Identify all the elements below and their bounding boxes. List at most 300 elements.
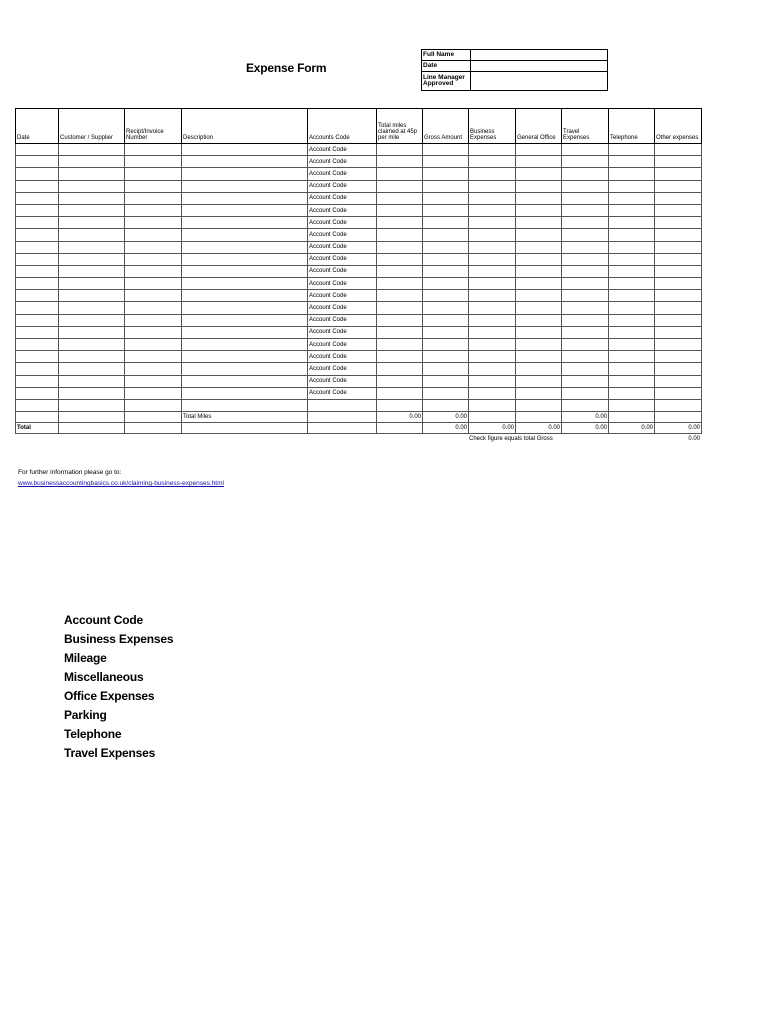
table-cell[interactable] xyxy=(516,399,562,411)
table-cell[interactable] xyxy=(423,375,469,387)
table-row xyxy=(16,229,702,241)
table-cell[interactable] xyxy=(16,156,59,168)
table-cell[interactable] xyxy=(182,180,308,192)
table-cell[interactable] xyxy=(125,253,182,265)
table-cell[interactable] xyxy=(562,290,609,302)
account-code-cell[interactable]: Account Code xyxy=(308,168,377,180)
table-cell[interactable] xyxy=(182,144,308,156)
table-cell[interactable] xyxy=(182,204,308,216)
table-cell[interactable] xyxy=(469,265,516,277)
table-cell[interactable] xyxy=(609,241,655,253)
table-cell[interactable] xyxy=(125,363,182,375)
table-row xyxy=(16,314,702,326)
table-cell[interactable] xyxy=(377,180,423,192)
table-cell[interactable] xyxy=(182,278,308,290)
table-cell[interactable] xyxy=(655,339,702,351)
table-cell[interactable] xyxy=(182,399,308,411)
table-cell[interactable] xyxy=(423,241,469,253)
table-cell[interactable] xyxy=(16,180,59,192)
table-cell[interactable] xyxy=(655,375,702,387)
table-cell[interactable] xyxy=(377,253,423,265)
table-cell[interactable] xyxy=(423,302,469,314)
table-cell[interactable] xyxy=(59,278,125,290)
table-cell[interactable] xyxy=(469,339,516,351)
table-cell[interactable] xyxy=(516,217,562,229)
table-cell[interactable] xyxy=(182,351,308,363)
further-info-link[interactable]: www.businessaccountingbasics.co.uk/claiming-business-expenses.html xyxy=(18,480,224,487)
account-code-cell[interactable]: Account Code xyxy=(308,351,377,363)
table-cell[interactable] xyxy=(469,375,516,387)
table-cell[interactable] xyxy=(423,204,469,216)
table-cell[interactable] xyxy=(59,156,125,168)
table-row xyxy=(16,204,702,216)
table-cell[interactable] xyxy=(182,253,308,265)
table-cell[interactable] xyxy=(59,314,125,326)
table-cell[interactable] xyxy=(125,180,182,192)
mileage-travel-value: 0.00 xyxy=(562,412,609,423)
table-cell[interactable] xyxy=(59,375,125,387)
table-cell[interactable] xyxy=(609,363,655,375)
table-cell[interactable] xyxy=(377,363,423,375)
table-cell[interactable] xyxy=(516,387,562,399)
table-cell[interactable] xyxy=(59,229,125,241)
table-cell[interactable] xyxy=(609,253,655,265)
account-code-cell[interactable]: Account Code xyxy=(308,265,377,277)
table-cell[interactable] xyxy=(16,241,59,253)
table-cell[interactable] xyxy=(16,168,59,180)
table-cell[interactable] xyxy=(377,302,423,314)
table-cell[interactable] xyxy=(182,168,308,180)
table-cell[interactable] xyxy=(16,290,59,302)
table-cell[interactable] xyxy=(16,314,59,326)
table-cell[interactable] xyxy=(562,217,609,229)
line-manager-approved-field[interactable] xyxy=(471,72,608,91)
table-cell[interactable] xyxy=(423,326,469,338)
table-cell[interactable] xyxy=(609,339,655,351)
table-cell[interactable] xyxy=(655,351,702,363)
account-code-cell[interactable]: Account Code xyxy=(308,217,377,229)
table-cell[interactable] xyxy=(59,204,125,216)
date-field[interactable] xyxy=(471,61,608,72)
table-cell[interactable] xyxy=(562,339,609,351)
table-cell[interactable] xyxy=(609,290,655,302)
table-cell[interactable] xyxy=(562,229,609,241)
table-cell[interactable] xyxy=(562,156,609,168)
table-cell[interactable] xyxy=(125,314,182,326)
table-cell[interactable] xyxy=(609,399,655,411)
table-cell[interactable] xyxy=(59,302,125,314)
table-cell[interactable] xyxy=(609,156,655,168)
table-cell[interactable] xyxy=(562,302,609,314)
table-cell[interactable] xyxy=(59,326,125,338)
table-cell[interactable] xyxy=(516,156,562,168)
table-cell[interactable] xyxy=(16,265,59,277)
account-code-cell[interactable]: Account Code xyxy=(308,253,377,265)
column-header: Customer / Supplier xyxy=(59,109,125,144)
table-cell[interactable] xyxy=(469,326,516,338)
table-cell[interactable] xyxy=(655,290,702,302)
table-cell[interactable] xyxy=(423,290,469,302)
table-cell[interactable] xyxy=(655,168,702,180)
table-cell[interactable] xyxy=(377,387,423,399)
table-row xyxy=(16,168,702,180)
table-cell[interactable] xyxy=(609,229,655,241)
account-code-cell[interactable]: Account Code xyxy=(308,326,377,338)
table-cell[interactable] xyxy=(655,314,702,326)
table-cell[interactable] xyxy=(609,314,655,326)
table-cell xyxy=(469,412,516,423)
table-cell[interactable] xyxy=(655,265,702,277)
table-cell[interactable] xyxy=(423,351,469,363)
table-cell[interactable] xyxy=(609,375,655,387)
table-cell[interactable] xyxy=(609,326,655,338)
table-cell[interactable] xyxy=(516,363,562,375)
table-cell[interactable] xyxy=(469,217,516,229)
table-cell[interactable] xyxy=(562,168,609,180)
table-cell xyxy=(182,423,308,434)
total-miles-value: 0.00 xyxy=(377,412,423,423)
account-code-cell[interactable]: Account Code xyxy=(308,204,377,216)
table-cell[interactable] xyxy=(59,241,125,253)
form-title: Expense Form xyxy=(246,61,327,75)
table-cell[interactable] xyxy=(59,217,125,229)
table-cell[interactable] xyxy=(423,192,469,204)
table-cell[interactable] xyxy=(423,229,469,241)
table-cell[interactable] xyxy=(125,302,182,314)
account-code-cell[interactable]: Account Code xyxy=(308,363,377,375)
table-cell[interactable] xyxy=(423,387,469,399)
table-cell[interactable] xyxy=(377,326,423,338)
table-cell[interactable] xyxy=(609,180,655,192)
table-cell[interactable] xyxy=(516,265,562,277)
table-cell[interactable] xyxy=(516,180,562,192)
table-cell[interactable] xyxy=(182,192,308,204)
table-cell[interactable] xyxy=(655,302,702,314)
table-cell[interactable] xyxy=(16,278,59,290)
employee-info-table xyxy=(421,49,608,91)
table-cell[interactable] xyxy=(182,241,308,253)
table-cell[interactable] xyxy=(377,375,423,387)
table-cell[interactable] xyxy=(516,351,562,363)
table-cell[interactable] xyxy=(423,265,469,277)
table-cell[interactable] xyxy=(516,302,562,314)
table-cell[interactable] xyxy=(516,204,562,216)
table-cell[interactable] xyxy=(182,326,308,338)
table-cell[interactable] xyxy=(655,204,702,216)
table-cell[interactable] xyxy=(16,229,59,241)
total-gross-value: 0.00 xyxy=(423,423,469,434)
table-cell[interactable] xyxy=(182,387,308,399)
table-cell[interactable] xyxy=(308,399,377,411)
table-cell[interactable] xyxy=(377,339,423,351)
account-code-cell[interactable]: Account Code xyxy=(308,229,377,241)
table-cell[interactable] xyxy=(562,241,609,253)
column-header: Gross Amount xyxy=(423,109,469,144)
table-cell[interactable] xyxy=(59,363,125,375)
table-cell[interactable] xyxy=(609,204,655,216)
table-cell[interactable] xyxy=(377,229,423,241)
column-header: Accounts Code xyxy=(308,109,377,144)
account-code-cell[interactable]: Account Code xyxy=(308,387,377,399)
table-cell[interactable] xyxy=(182,363,308,375)
account-code-cell[interactable]: Account Code xyxy=(308,290,377,302)
table-cell[interactable] xyxy=(377,278,423,290)
table-cell[interactable] xyxy=(562,314,609,326)
table-cell[interactable] xyxy=(182,339,308,351)
table-cell[interactable] xyxy=(59,180,125,192)
table-cell[interactable] xyxy=(562,253,609,265)
table-cell[interactable] xyxy=(59,265,125,277)
table-cell[interactable] xyxy=(16,253,59,265)
account-code-cell[interactable]: Account Code xyxy=(308,241,377,253)
table-cell[interactable] xyxy=(469,156,516,168)
table-cell[interactable] xyxy=(423,180,469,192)
table-cell[interactable] xyxy=(423,253,469,265)
table-cell[interactable] xyxy=(125,278,182,290)
total-label: Total xyxy=(16,423,59,434)
date-label: Date xyxy=(422,61,471,72)
account-code-cell[interactable]: Account Code xyxy=(308,339,377,351)
table-cell[interactable] xyxy=(16,204,59,216)
table-cell[interactable] xyxy=(125,265,182,277)
table-cell[interactable] xyxy=(655,387,702,399)
table-cell[interactable] xyxy=(423,399,469,411)
table-cell[interactable] xyxy=(125,144,182,156)
table-cell[interactable] xyxy=(562,144,609,156)
info-row-approval xyxy=(422,72,608,91)
info-row-date xyxy=(422,61,608,72)
table-cell[interactable] xyxy=(16,144,59,156)
table-cell[interactable] xyxy=(59,399,125,411)
table-cell[interactable] xyxy=(125,156,182,168)
table-cell[interactable] xyxy=(655,363,702,375)
table-cell[interactable] xyxy=(125,339,182,351)
table-cell[interactable] xyxy=(516,314,562,326)
table-cell[interactable] xyxy=(423,363,469,375)
table-cell[interactable] xyxy=(377,399,423,411)
table-cell[interactable] xyxy=(516,253,562,265)
table-cell[interactable] xyxy=(182,375,308,387)
table-cell[interactable] xyxy=(125,168,182,180)
table-cell[interactable] xyxy=(377,290,423,302)
table-cell[interactable] xyxy=(377,265,423,277)
table-cell[interactable] xyxy=(423,278,469,290)
table-cell[interactable] xyxy=(423,156,469,168)
table-cell[interactable] xyxy=(655,144,702,156)
table-cell[interactable] xyxy=(16,363,59,375)
table-cell[interactable] xyxy=(59,339,125,351)
account-code-cell[interactable]: Account Code xyxy=(308,144,377,156)
table-cell[interactable] xyxy=(516,241,562,253)
table-cell[interactable] xyxy=(423,339,469,351)
table-cell[interactable] xyxy=(59,144,125,156)
table-cell xyxy=(516,412,562,423)
table-cell[interactable] xyxy=(609,192,655,204)
table-cell[interactable] xyxy=(16,326,59,338)
column-header: General Office xyxy=(516,109,562,144)
table-cell[interactable] xyxy=(125,387,182,399)
table-cell xyxy=(59,423,125,434)
further-info-text: For further information please go to: xyxy=(18,469,122,476)
table-cell[interactable] xyxy=(377,144,423,156)
table-cell[interactable] xyxy=(516,375,562,387)
table-cell[interactable] xyxy=(16,399,59,411)
table-cell[interactable] xyxy=(609,278,655,290)
account-code-cell[interactable]: Account Code xyxy=(308,314,377,326)
table-cell[interactable] xyxy=(562,387,609,399)
table-cell[interactable] xyxy=(562,399,609,411)
table-cell[interactable] xyxy=(423,217,469,229)
table-cell[interactable] xyxy=(469,314,516,326)
table-cell[interactable] xyxy=(562,363,609,375)
table-cell[interactable] xyxy=(655,180,702,192)
table-cell[interactable] xyxy=(469,363,516,375)
account-code-item: Parking xyxy=(64,708,107,722)
table-cell[interactable] xyxy=(423,144,469,156)
table-cell[interactable] xyxy=(59,290,125,302)
table-cell[interactable] xyxy=(469,302,516,314)
table-row xyxy=(16,351,702,363)
table-cell[interactable] xyxy=(125,326,182,338)
table-cell[interactable] xyxy=(16,192,59,204)
table-cell[interactable] xyxy=(609,387,655,399)
table-cell[interactable] xyxy=(655,229,702,241)
table-cell[interactable] xyxy=(182,302,308,314)
account-code-cell[interactable]: Account Code xyxy=(308,375,377,387)
table-cell[interactable] xyxy=(182,217,308,229)
table-cell[interactable] xyxy=(562,351,609,363)
table-cell[interactable] xyxy=(516,229,562,241)
table-row xyxy=(16,326,702,338)
table-cell[interactable] xyxy=(182,229,308,241)
table-cell[interactable] xyxy=(16,302,59,314)
table-cell[interactable] xyxy=(377,156,423,168)
table-cell[interactable] xyxy=(655,253,702,265)
table-cell[interactable] xyxy=(125,241,182,253)
account-code-cell[interactable]: Account Code xyxy=(308,156,377,168)
table-cell[interactable] xyxy=(182,156,308,168)
table-cell[interactable] xyxy=(516,339,562,351)
table-cell[interactable] xyxy=(516,144,562,156)
table-cell[interactable] xyxy=(609,168,655,180)
table-cell[interactable] xyxy=(125,204,182,216)
table-cell[interactable] xyxy=(609,265,655,277)
table-cell[interactable] xyxy=(377,192,423,204)
account-code-cell[interactable]: Account Code xyxy=(308,278,377,290)
table-cell[interactable] xyxy=(469,278,516,290)
table-cell[interactable] xyxy=(516,278,562,290)
table-cell[interactable] xyxy=(125,399,182,411)
table-cell[interactable] xyxy=(516,326,562,338)
table-cell[interactable] xyxy=(125,217,182,229)
table-cell[interactable] xyxy=(562,265,609,277)
account-code-cell[interactable]: Account Code xyxy=(308,302,377,314)
table-cell[interactable] xyxy=(609,351,655,363)
table-cell[interactable] xyxy=(655,399,702,411)
table-cell[interactable] xyxy=(125,375,182,387)
table-cell[interactable] xyxy=(562,278,609,290)
table-cell[interactable] xyxy=(562,326,609,338)
table-cell[interactable] xyxy=(562,192,609,204)
account-code-cell[interactable]: Account Code xyxy=(308,180,377,192)
table-cell[interactable] xyxy=(469,241,516,253)
table-cell[interactable] xyxy=(59,351,125,363)
table-cell[interactable] xyxy=(655,156,702,168)
table-cell[interactable] xyxy=(655,326,702,338)
table-cell[interactable] xyxy=(469,204,516,216)
table-cell[interactable] xyxy=(377,168,423,180)
mileage-gross-value: 0.00 xyxy=(423,412,469,423)
table-cell[interactable] xyxy=(469,229,516,241)
table-cell[interactable] xyxy=(16,387,59,399)
table-cell[interactable] xyxy=(377,314,423,326)
table-cell[interactable] xyxy=(423,314,469,326)
table-cell[interactable] xyxy=(16,217,59,229)
table-cell[interactable] xyxy=(377,351,423,363)
table-cell[interactable] xyxy=(125,351,182,363)
table-cell[interactable] xyxy=(516,192,562,204)
table-cell[interactable] xyxy=(609,217,655,229)
table-row xyxy=(16,241,702,253)
table-cell[interactable] xyxy=(469,192,516,204)
table-cell[interactable] xyxy=(377,241,423,253)
table-cell[interactable] xyxy=(469,168,516,180)
table-cell[interactable] xyxy=(469,180,516,192)
account-code-cell[interactable]: Account Code xyxy=(308,192,377,204)
table-cell[interactable] xyxy=(16,351,59,363)
table-cell[interactable] xyxy=(655,217,702,229)
table-cell[interactable] xyxy=(469,290,516,302)
table-cell[interactable] xyxy=(125,229,182,241)
table-cell[interactable] xyxy=(59,387,125,399)
table-row xyxy=(16,339,702,351)
table-cell[interactable] xyxy=(125,290,182,302)
table-cell[interactable] xyxy=(655,192,702,204)
table-cell[interactable] xyxy=(423,168,469,180)
info-row-full-name xyxy=(422,50,608,61)
table-cell[interactable] xyxy=(655,241,702,253)
table-cell[interactable] xyxy=(182,290,308,302)
table-cell[interactable] xyxy=(59,253,125,265)
table-cell[interactable] xyxy=(609,144,655,156)
table-cell[interactable] xyxy=(377,217,423,229)
table-cell[interactable] xyxy=(469,144,516,156)
table-cell[interactable] xyxy=(516,168,562,180)
table-cell[interactable] xyxy=(655,278,702,290)
table-cell[interactable] xyxy=(516,290,562,302)
account-code-item: Miscellaneous xyxy=(64,670,144,684)
table-cell[interactable] xyxy=(562,180,609,192)
account-code-item: Business Expenses xyxy=(64,632,174,646)
table-cell[interactable] xyxy=(469,399,516,411)
table-cell[interactable] xyxy=(469,351,516,363)
full-name-field[interactable] xyxy=(471,50,608,61)
table-cell[interactable] xyxy=(562,204,609,216)
table-cell[interactable] xyxy=(59,192,125,204)
table-cell[interactable] xyxy=(609,302,655,314)
table-cell[interactable] xyxy=(59,168,125,180)
table-cell[interactable] xyxy=(562,375,609,387)
table-cell[interactable] xyxy=(125,192,182,204)
table-row xyxy=(16,278,702,290)
table-cell[interactable] xyxy=(16,339,59,351)
table-cell[interactable] xyxy=(16,375,59,387)
table-cell[interactable] xyxy=(469,253,516,265)
table-cell[interactable] xyxy=(377,204,423,216)
table-cell[interactable] xyxy=(469,387,516,399)
table-cell[interactable] xyxy=(182,314,308,326)
table-cell[interactable] xyxy=(182,265,308,277)
